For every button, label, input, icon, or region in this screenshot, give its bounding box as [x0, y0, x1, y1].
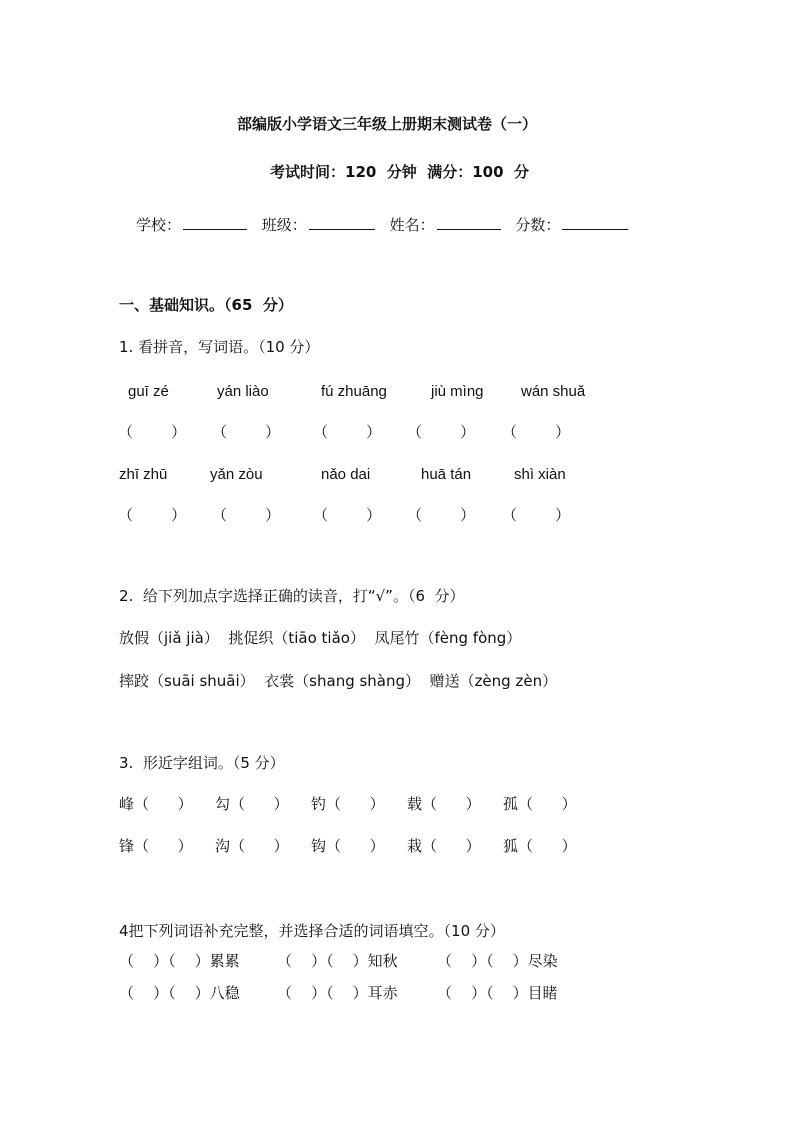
pinyin-item: yán liào	[217, 383, 269, 400]
answer-paren[interactable]: （ ）	[407, 506, 476, 524]
char-item[interactable]: 钓（ ）	[311, 795, 385, 813]
char-item[interactable]: 锋（ ）	[119, 837, 193, 855]
char-item[interactable]: 钩（ ）	[311, 837, 385, 855]
char-item[interactable]: 孤（ ）	[503, 795, 577, 813]
pinyin-item: guī zé	[128, 383, 169, 400]
question-3-prompt: 3. 形近字组词。（5 分）	[119, 754, 285, 772]
answer-paren[interactable]: （ ）	[407, 423, 476, 441]
pinyin-item: nǎo dai	[321, 466, 371, 483]
page-title: 部编版小学语文三年级上册期末测试卷（一）	[237, 115, 538, 133]
answer-paren[interactable]: （ ）	[313, 506, 382, 524]
pinyin-item: jiù mìng	[431, 383, 484, 400]
idiom-item[interactable]: （ ）（ ）尽染	[437, 952, 558, 970]
char-item[interactable]: 勾（ ）	[215, 795, 289, 813]
idiom-item[interactable]: （ ）（ ）知秋	[277, 952, 398, 970]
school-field[interactable]: 学校：	[136, 214, 247, 235]
idiom-item[interactable]: （ ）（ ）八稳	[119, 984, 240, 1002]
pinyin-item: huā tán	[421, 466, 472, 483]
pronunciation-line: 摔跤（suāi shuāi） 衣裳（shang shàng） 赠送（zèng zèn）	[119, 672, 558, 690]
student-info-row	[136, 214, 638, 235]
answer-paren[interactable]: （ ）	[502, 506, 571, 524]
exam-info: 考试时间：120 分钟 满分：100 分	[270, 163, 529, 181]
name-field[interactable]: 姓名：	[390, 214, 501, 235]
pinyin-item: shì xiàn	[514, 466, 566, 483]
question-4-prompt: 4把下列词语补充完整，并选择合适的词语填空。（10 分）	[119, 922, 505, 940]
idiom-item[interactable]: （ ）（ ）目睹	[437, 984, 558, 1002]
pronunciation-line: 放假（jiǎ jià） 挑促织（tiāo tiǎo） 凤尾竹（fèng fòng）	[119, 629, 522, 647]
class-field[interactable]: 班级：	[262, 214, 375, 235]
char-item[interactable]: 栽（ ）	[407, 837, 481, 855]
score-field[interactable]: 分数：	[515, 214, 628, 235]
idiom-item[interactable]: （ ）（ ）耳赤	[277, 984, 398, 1002]
question-1-prompt: 1. 看拼音，写词语。（10 分）	[119, 338, 320, 356]
answer-paren[interactable]: （ ）	[313, 423, 382, 441]
pinyin-item: zhī zhū	[119, 466, 168, 483]
answer-paren[interactable]: （ ）	[118, 506, 187, 524]
char-item[interactable]: 载（ ）	[407, 795, 481, 813]
answer-paren[interactable]: （ ）	[212, 506, 281, 524]
answer-paren[interactable]: （ ）	[502, 423, 571, 441]
pinyin-item: wán shuǎ	[521, 383, 586, 400]
section-heading: 一、基础知识。（65 分）	[119, 296, 293, 314]
answer-paren[interactable]: （ ）	[212, 423, 281, 441]
char-item[interactable]: 峰（ ）	[119, 795, 193, 813]
question-2-prompt: 2. 给下列加点字选择正确的读音，打“√”。（6 分）	[119, 587, 465, 605]
pinyin-item: fú zhuāng	[321, 383, 387, 400]
char-item[interactable]: 狐（ ）	[503, 837, 577, 855]
answer-paren[interactable]: （ ）	[118, 423, 187, 441]
idiom-item[interactable]: （ ）（ ）累累	[119, 952, 240, 970]
char-item[interactable]: 沟（ ）	[215, 837, 289, 855]
pinyin-item: yǎn zòu	[210, 466, 263, 483]
